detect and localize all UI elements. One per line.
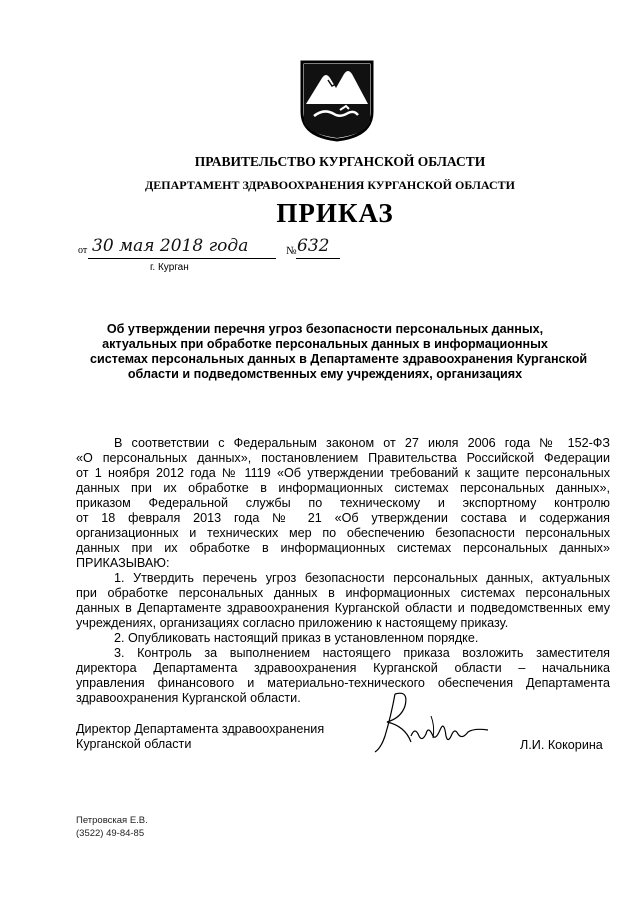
executor-name: Петровская Е.В. <box>76 815 148 826</box>
handwritten-date: 30 мая 2018 года <box>92 236 249 256</box>
date-prefix: от <box>78 245 88 256</box>
signatory-title <box>76 722 324 752</box>
executor-info <box>76 814 148 840</box>
handwritten-signature <box>365 686 505 760</box>
document-type-heading: ПРИКАЗ <box>276 198 394 228</box>
item-3-line: управления финансового и материально-технического обеспечения Департамента <box>76 675 610 690</box>
preamble-line: данных при их обработке в информационных системах персональных данных» <box>76 541 610 555</box>
subject-line: актуальных при обработке персональных данных в информационных <box>102 337 548 351</box>
item-2: 2. Опубликовать настоящий приказ в установленном порядке. <box>114 630 479 645</box>
executor-phone: (3522) 49-84-85 <box>76 828 145 839</box>
item-1-line: при обработке персональных данных в информационных системах персональных <box>76 585 610 600</box>
item-3-line: 3. Контроль за выполнением настоящего приказа возложить заместителя <box>114 645 610 660</box>
order-word: ПРИКАЗЫВАЮ: <box>76 556 170 570</box>
government-title: ПРАВИТЕЛЬСТВО КУРГАНСКОЙ ОБЛАСТИ <box>194 154 486 169</box>
preamble-line: В соответствии с Федеральным законом от 27 июля 2006 года № 152-ФЗ <box>114 436 610 450</box>
preamble-line: организационных и технических мер по обеспечению безопасности персональных <box>76 526 610 540</box>
preamble-line: приказом Федеральной службы по техническому и экспортному контролю <box>76 496 610 510</box>
signatory-title-line: Директор Департамента здравоохранения <box>76 722 325 736</box>
item-3-line: здравоохранения Курганской области. <box>76 690 301 705</box>
subject-line: Об утверждении перечня угроз безопасности персональных данных, <box>106 322 544 336</box>
order-subject <box>90 322 588 382</box>
signatory-title-line: Курганской области <box>76 737 192 751</box>
number-sign: № <box>286 245 297 257</box>
subject-line: системах персональных данных в Департаменте здравоохранения Курганской <box>90 352 588 366</box>
preamble-line: «О персональных данных», постановлением Правительства Российской Федерации <box>76 451 610 465</box>
item-1-line: учреждениях, организациях согласно приложению к настоящему приказу. <box>76 615 509 630</box>
signatory-name: Л.И. Кокорина <box>520 738 603 752</box>
city-label: г. Курган <box>150 262 189 273</box>
item-1-line: 1. Утвердить перечень угроз безопасности персональных данных, актуальных <box>114 570 610 585</box>
order-body <box>76 436 610 706</box>
date-underline <box>88 258 276 259</box>
preamble-line: данных при их обработке в информационных системах персональных данных», <box>76 481 610 495</box>
coat-of-arms-emblem <box>300 60 374 142</box>
department-title: ДЕПАРТАМЕНТ ЗДРАВООХРАНЕНИЯ КУРГАНСКОЙ ОБЛАСТИ <box>145 178 515 192</box>
item-3-line: директора Департамента здравоохранения Курганской области – начальника <box>76 660 610 675</box>
subject-line: области и подведомственных ему учреждениях, организациях <box>127 367 523 381</box>
number-underline <box>296 258 340 259</box>
preamble-line: от 1 ноября 2012 года № 1119 «Об утверждении требований к защите персональных <box>76 466 610 480</box>
preamble-line: от 18 февраля 2013 года № 21 «Об утверждении состава и содержания <box>76 511 610 525</box>
handwritten-order-number: 632 <box>297 236 330 256</box>
item-1-line: данных в Департаменте здравоохранения Курганской области и подведомственных ему <box>76 600 610 615</box>
